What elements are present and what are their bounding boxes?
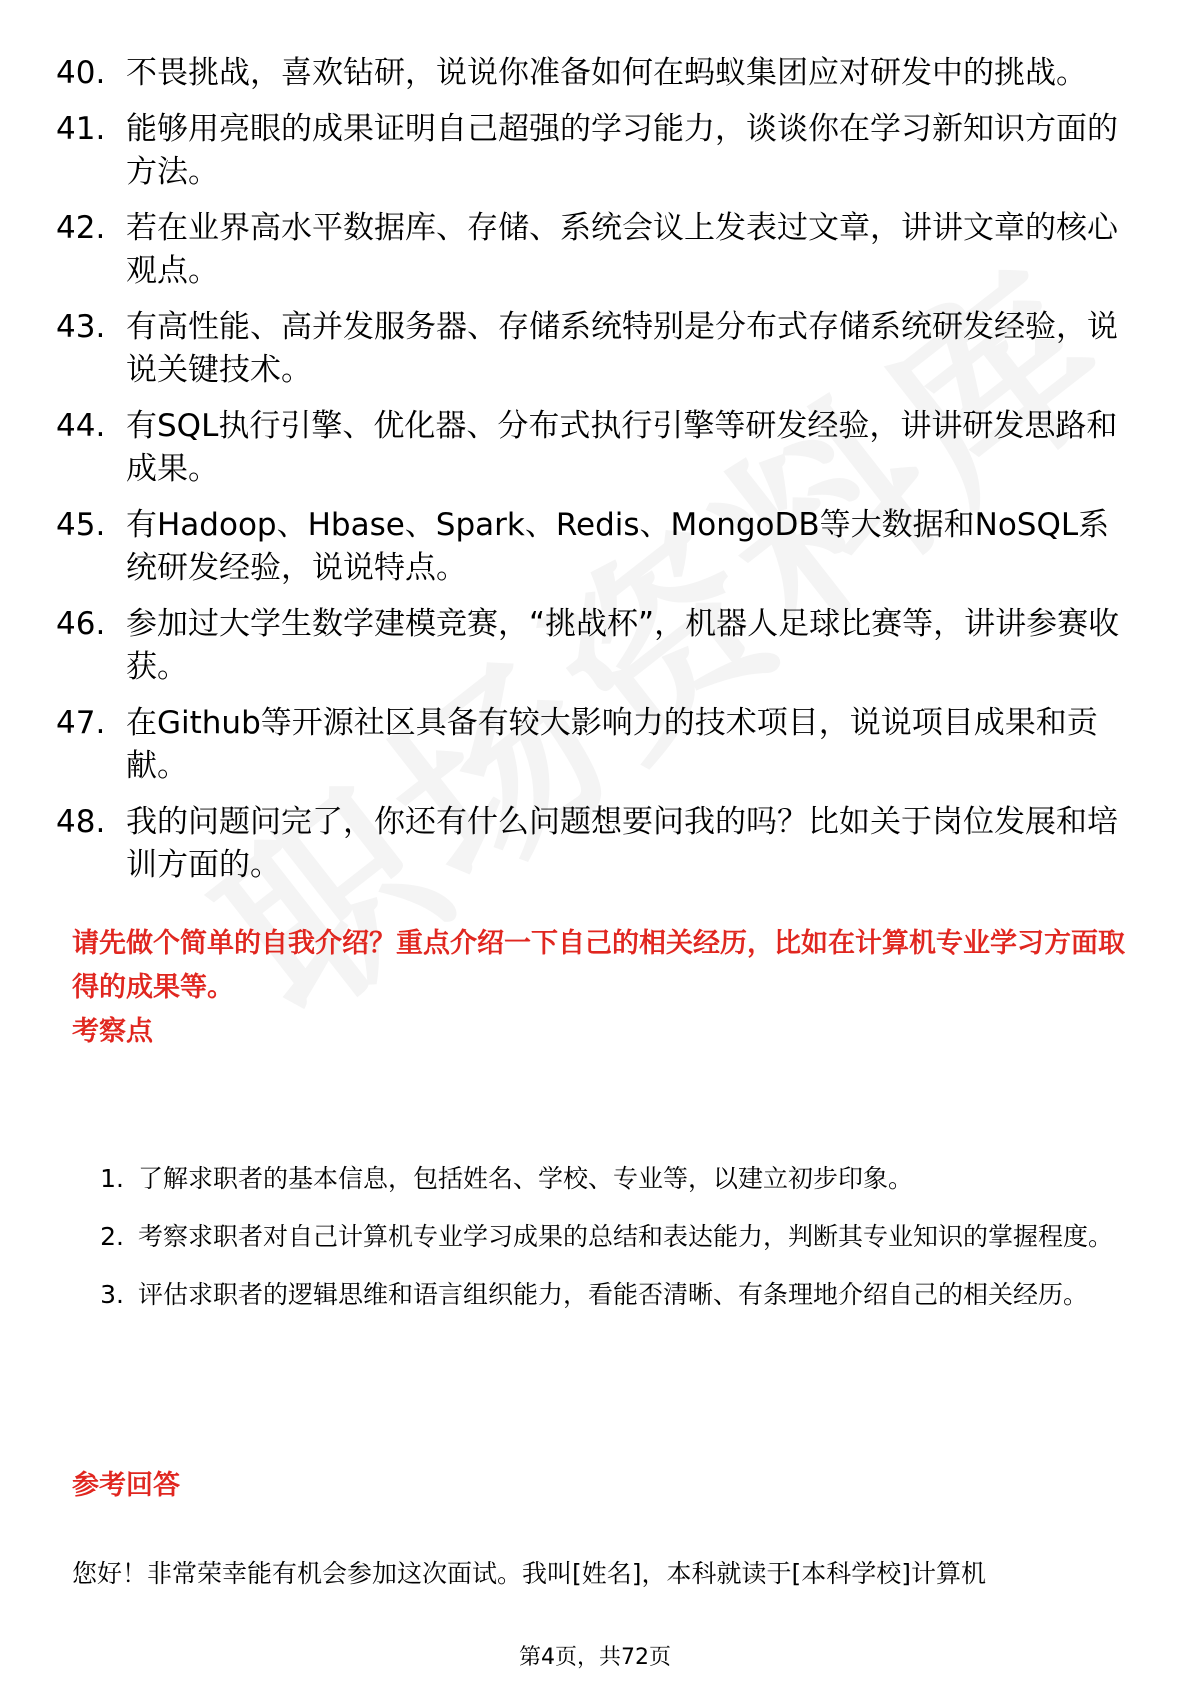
featured-question: 请先做个简单的自我介绍？重点介绍一下自己的相关经历，比如在计算机专业学习方面取得的成果等。	[72, 928, 1125, 1003]
list-item	[56, 702, 1136, 788]
question-text: 不畏挑战，喜欢钻研，说说你准备如何在蚂蚁集团应对研发中的挑战。	[126, 55, 1087, 91]
question-text: 我的问题问完了，你还有什么问题想要问我的吗？比如关于岗位发展和培训方面的。	[126, 804, 1118, 883]
point-number: 3.	[100, 1280, 124, 1309]
question-number: 43.	[56, 309, 106, 345]
question-number: 47.	[56, 705, 106, 741]
question-text: 有SQL执行引擎、优化器、分布式执行引擎等研发经验，讲讲研发思路和成果。	[126, 408, 1118, 487]
list-item	[56, 504, 1136, 590]
question-number: 40.	[56, 55, 106, 91]
question-text: 能够用亮眼的成果证明自己超强的学习能力，谈谈你在学习新知识方面的方法。	[126, 111, 1118, 190]
list-item	[56, 108, 1136, 194]
question-number: 48.	[56, 804, 106, 840]
examine-heading: 考察点	[72, 1016, 153, 1047]
list-item	[72, 1208, 1132, 1266]
point-number: 2.	[100, 1222, 124, 1251]
question-number: 44.	[56, 408, 106, 444]
point-text: 了解求职者的基本信息，包括姓名、学校、专业等，以建立初步印象。	[138, 1164, 914, 1193]
list-item	[56, 306, 1136, 392]
list-item	[56, 405, 1136, 491]
list-item	[72, 1266, 1132, 1324]
list-item	[56, 801, 1136, 887]
question-number: 42.	[56, 210, 106, 246]
answer-heading: 参考回答	[72, 1470, 180, 1501]
list-item	[56, 207, 1136, 293]
question-text: 若在业界高水平数据库、存储、系统会议上发表过文章，讲讲文章的核心观点。	[126, 210, 1118, 289]
question-number: 45.	[56, 507, 106, 543]
question-text: 参加过大学生数学建模竞赛，“挑战杯”，机器人足球比赛等，讲讲参赛收获。	[126, 606, 1120, 685]
point-text: 评估求职者的逻辑思维和语言组织能力，看能否清晰、有条理地介绍自己的相关经历。	[138, 1280, 1089, 1309]
question-list	[56, 52, 1136, 900]
question-text: 在Github等开源社区具备有较大影响力的技术项目，说说项目成果和贡献。	[126, 705, 1098, 784]
point-text: 考察求职者对自己计算机专业学习成果的总结和表达能力，判断其专业知识的掌握程度。	[138, 1222, 1114, 1251]
list-item	[56, 52, 1136, 95]
examine-points-list	[72, 1150, 1132, 1324]
question-number: 46.	[56, 606, 106, 642]
question-number: 41.	[56, 111, 106, 147]
list-item	[72, 1150, 1132, 1208]
answer-text: 您好！非常荣幸能有机会参加这次面试。我叫[姓名]，本科就读于[本科学校]计算机	[72, 1559, 987, 1588]
question-text: 有高性能、高并发服务器、存储系统特别是分布式存储系统研发经验，说说关键技术。	[126, 309, 1118, 388]
page-footer: 第4页，共72页	[519, 1645, 671, 1670]
question-text: 有Hadoop、Hbase、Spark、Redis、MongoDB等大数据和NoSQL系统研发经验，说说特点。	[126, 507, 1110, 586]
point-number: 1.	[100, 1164, 124, 1193]
list-item	[56, 603, 1136, 689]
